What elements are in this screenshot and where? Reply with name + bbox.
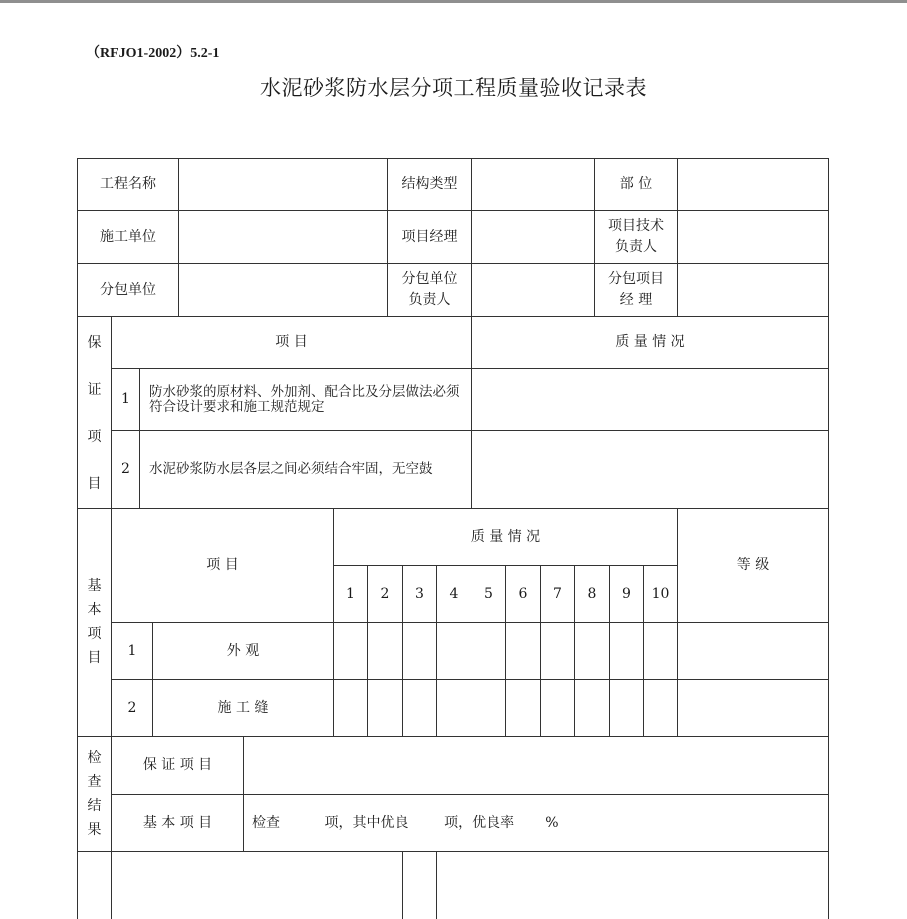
tech-lead-label: 项目技术 负责人 <box>608 218 664 255</box>
quality-col-number: 7 <box>553 585 562 602</box>
quality-col-number: 5 <box>484 585 493 602</box>
basic-item-header: 项 目 <box>206 557 239 573</box>
basic-item-number: 2 <box>127 699 137 716</box>
quality-col-number: 4 <box>449 585 459 602</box>
inspection-record-table <box>77 158 829 919</box>
project-name-label: 工程名称 <box>100 176 156 192</box>
guarantee-item-header: 项 目 <box>275 334 308 350</box>
col-divider <box>402 851 403 919</box>
check-section-label: 检 查 结 果 <box>87 750 102 838</box>
quality-col-number: 8 <box>587 585 597 602</box>
guarantee-item-quality-field[interactable] <box>472 431 828 508</box>
guarantee-section-label: 保 证 项 目 <box>87 335 102 492</box>
structure-type-field[interactable] <box>472 159 594 210</box>
project-name-field[interactable] <box>179 159 387 210</box>
guarantee-item-number: 1 <box>121 391 130 407</box>
quality-col-number: 6 <box>518 585 528 602</box>
subcontractor-label: 分包单位 <box>100 281 156 298</box>
check-guarantee-label: 保 证 项 目 <box>142 757 213 773</box>
sub-manager-label: 分包项目 经 理 <box>608 271 664 308</box>
page-title: 水泥砂浆防水层分项工程质量验收记录表 <box>260 76 647 100</box>
check-basic-label: 基 本 项 目 <box>142 814 213 831</box>
quality-col-number: 2 <box>380 585 390 602</box>
signature-field[interactable] <box>112 852 402 919</box>
basic-quality-header: 质 量 情 况 <box>470 528 541 545</box>
project-manager-field[interactable] <box>472 211 594 263</box>
contractor-field[interactable] <box>179 211 387 263</box>
quality-col-number: 10 <box>651 585 670 602</box>
check-guarantee-field[interactable] <box>244 737 828 794</box>
project-manager-label: 项目经理 <box>401 228 458 245</box>
guarantee-item-number: 2 <box>121 461 130 477</box>
basic-item-text: 施 工 缝 <box>217 699 269 716</box>
guarantee-item-text: 水泥砂浆防水层各层之间必须结合牢固，无空鼓 <box>149 461 433 477</box>
part-field[interactable] <box>678 159 828 210</box>
table-border-right <box>828 158 829 919</box>
quality-col-number: 3 <box>415 585 424 602</box>
basic-section-label: 基 本 项 目 <box>87 578 102 666</box>
basic-item-number: 1 <box>127 642 137 659</box>
guarantee-item-quality-field[interactable] <box>472 369 828 430</box>
guarantee-quality-header: 质 量 情 况 <box>615 334 685 350</box>
basic-item-grade-field[interactable] <box>678 623 828 679</box>
sub-lead-label: 分包单位 负责人 <box>401 271 458 308</box>
form-code: （RFJO1-2002）5.2-1 <box>86 46 220 61</box>
quality-col-number: 1 <box>346 585 355 602</box>
basic-item-text: 外 观 <box>226 642 260 659</box>
tech-lead-field[interactable] <box>678 211 828 263</box>
sub-manager-field[interactable] <box>678 264 828 316</box>
structure-type-label: 结构类型 <box>401 176 458 192</box>
signature-field[interactable] <box>437 852 828 919</box>
guarantee-item-text: 防水砂浆的原材料、外加剂、配合比及分层做法必须符合设计要求和施工规范规定 <box>149 383 460 415</box>
contractor-label: 施工单位 <box>100 228 156 245</box>
quality-col-number: 9 <box>622 585 631 602</box>
top-border-line <box>0 0 907 3</box>
basic-grade-header: 等 级 <box>736 557 770 573</box>
check-basic-summary: 检查 项，其中优良 项，优良率 % <box>252 814 559 831</box>
sub-lead-field[interactable] <box>472 264 594 316</box>
part-label: 部 位 <box>619 176 653 192</box>
basic-item-grade-field[interactable] <box>678 680 828 736</box>
subcontractor-field[interactable] <box>179 264 387 316</box>
